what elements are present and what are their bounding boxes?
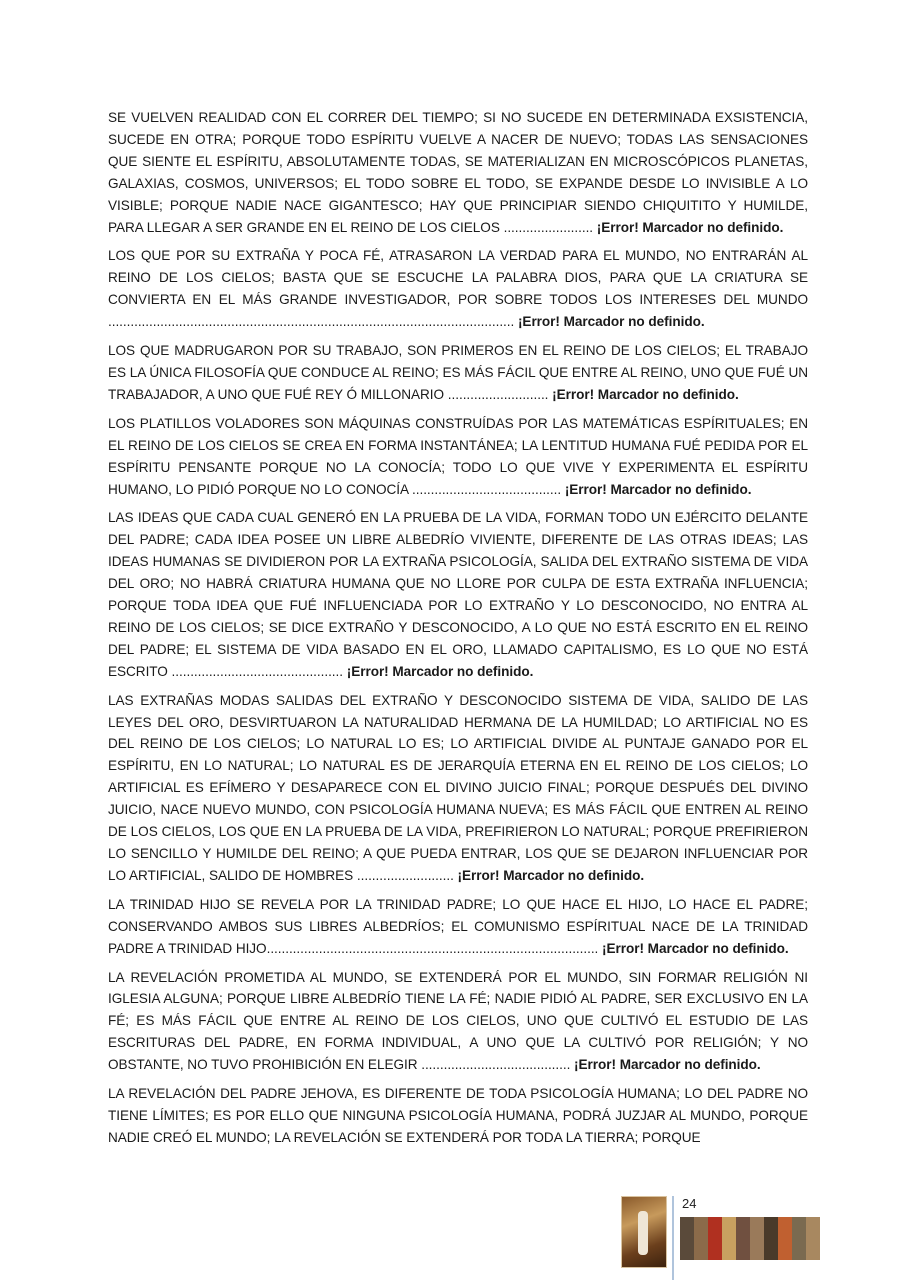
footer-image-strip	[680, 1217, 820, 1260]
footer-strip-tile	[736, 1217, 750, 1260]
footer-strip-tile	[778, 1217, 792, 1260]
entry-text: LA TRINIDAD HIJO SE REVELA POR LA TRINIDAD PADRE; LO QUE HACE EL HIJO, LO HACE EL PADRE; CONSERVANDO AMBOS SUS LIBRES ALBEDRÍOS; EL COMUNISMO ESPÍRITUAL NACE DE LA TRINIDAD PADRE A TRINIDAD HIJO	[108, 896, 808, 956]
entry-text: LOS PLATILLOS VOLADORES SON MÁQUINAS CONSTRUÍDAS POR LAS MATEMÁTICAS ESPÍRITUALES; EN EL REINO DE LOS CIELOS SE CREA EN FORMA INSTANTÁNEA; LA LENTITUD HUMANA FUÉ PEDIDA POR EL ESPÍRITU PENSANTE PORQUE NO LA CONOCÍA; TODO LO QUE VIVE Y EXPERIMENTA EL ESPÍRITU HUMANO, LO PIDIÓ PORQUE NO LO CONOCÍA	[108, 415, 808, 497]
document-body	[108, 107, 808, 1149]
entry-text: LAS EXTRAÑAS MODAS SALIDAS DEL EXTRAÑO Y DESCONOCIDO SISTEMA DE VIDA, SALIDO DE LAS LEYES DEL ORO, DESVIRTUARON LA NATURALIDAD HERMANA DE LA HUMILDAD; LO ARTIFICIAL NO ES DEL REINO DE LOS CIELOS; LO NATURAL LO ES; LO ARTIFICIAL DIVIDE AL PUNTAJE GANADO POR EL ESPÍRITU, EN LO NATURAL; LO NATURAL ES DE JERARQUÍA ETERNA EN EL REINO DE LOS CIELOS; LO ARTIFICIAL ES EFÍMERO Y DESAPARECE CON EL DIVINO JUICIO FINAL; PORQUE DESPUÉS DEL DIVINO JUICIO, NACE NUEVO MUNDO, CON PSICOLOGÍA HUMANA NUEVA; ES MÁS FÁCIL QUE ENTREN AL REINO DE LOS CIELOS, LOS QUE EN LA PRUEBA DE LA VIDA, PREFIRIERON LO NATURAL; PORQUE PREFIRIERON LO SENCILLO Y HUMILDE DEL REINO; A QUE PUEDA ENTRAR, LOS QUE SE DEJARON INFLUENCIAR POR LO ARTIFICIAL, SALIDO DE HOMBRES	[108, 692, 808, 883]
entry-text: SE VUELVEN REALIDAD CON EL CORRER DEL TIEMPO; SI NO SUCEDE EN DETERMINADA EXSISTENCIA, SUCEDE EN OTRA; PORQUE TODO ESPÍRITU VUELVE A NACER DE NUEVO; TODAS LAS SENSACIONES QUE SIENTE EL ESPÍRITU, ABSOLUTAMENTE TODAS, SE MATERIALIZAN EN MICROSCÓPICOS PLANETAS, GALAXIAS, COSMOS, UNIVERSOS; EL TODO SOBRE EL TODO, SE EXPANDE DESDE LO INVISIBLE A LO VISIBLE; PORQUE NADIE NACE GIGANTESCO; HAY QUE PRINCIPIAR SIENDO CHIQUITITO Y HUMILDE, PARA LLEGAR A SER GRANDE EN EL REINO DE LOS CIELOS	[108, 110, 808, 235]
index-entry-9	[108, 1083, 808, 1149]
index-entry-4	[108, 413, 808, 501]
footer-strip-tile	[764, 1217, 778, 1260]
bookmark-error: ¡Error! Marcador no definido.	[564, 481, 752, 497]
index-entry-2	[108, 245, 808, 333]
index-entry-3	[108, 340, 808, 406]
footer-strip-tile	[722, 1217, 736, 1260]
bookmark-error: ¡Error! Marcador no definido.	[596, 219, 784, 235]
entry-text: LAS IDEAS QUE CADA CUAL GENERÓ EN LA PRUEBA DE LA VIDA, FORMAN TODO UN EJÉRCITO DELANTE DEL PADRE; CADA IDEA POSEE UN LIBRE ALBEDRÍO VIVIENTE, DIFERENTE DE LAS OTRAS IDEAS; LAS IDEAS HUMANAS SE DIVIDIERON POR LA EXTRAÑA PSICOLOGÍA, SALIDA DEL EXTRAÑO SISTEMA DE VIDA DEL ORO; NO HABRÁ CRIATURA HUMANA QUE NO LLORE POR CULPA DE ESTA EXTRAÑA INFLUENCIA; PORQUE TODA IDEA QUE FUÉ INFLUENCIADA POR LO EXTRAÑO Y LO DESCONOCIDO, NO ENTRA AL REINO DE LOS CIELOS; SE DICE EXTRAÑO Y DESCONOCIDO, A LO QUE NO ESTÁ ESCRITO EN EL REINO DEL PADRE; EL SISTEMA DE VIDA BASADO EN EL ORO, LLAMADO CAPITALISMO, ES LO QUE NO ESTÁ ESCRITO	[108, 510, 808, 679]
page-number: 24	[682, 1196, 697, 1211]
footer-strip-tile	[792, 1217, 806, 1260]
index-entry-5	[108, 507, 808, 682]
footer-divider	[672, 1196, 674, 1280]
leader-dots: ........................................	[417, 1057, 575, 1073]
index-entry-8	[108, 967, 808, 1077]
index-entry-1	[108, 107, 808, 238]
footer-strip-tile	[750, 1217, 764, 1260]
leader-dots: ...........................	[444, 386, 553, 402]
leader-dots: ........................................	[408, 481, 565, 497]
leader-dots: .........................................................................................	[266, 940, 603, 956]
leader-dots: ..........................	[353, 867, 458, 883]
entry-text: LA REVELACIÓN PROMETIDA AL MUNDO, SE EXTENDERÁ POR EL MUNDO, SIN FORMAR RELIGIÓN NI IGLESIA ALGUNA; PORQUE LIBRE ALBEDRÍO TIENE LA FÉ; NADIE PIDIÓ AL PADRE, SER EXCLUSIVO EN LA FÉ; ES MÁS FÁCIL QUE ENTRE AL REINO DE LOS CIELOS, UNO QUE CULTIVÓ EL ESTUDIO DE LAS ESCRITURAS DEL PADRE, EN FORMA INDIVIDUAL, A UNO QUE LA CULTIVÓ POR RELIGIÓN; Y NO OBSTANTE, NO TUVO PROHIBICIÓN EN ELEGIR	[108, 969, 808, 1073]
entry-text: LA REVELACIÓN DEL PADRE JEHOVA, ES DIFERENTE DE TODA PSICOLOGÍA HUMANA; LO DEL PADRE NO TIENE LÍMITES; ES POR ELLO QUE NINGUNA PSICOLOGÍA HUMANA, PODRÁ JUZJAR AL MUNDO, PORQUE NADIE CREÓ EL MUNDO; LA REVELACIÓN SE EXTENDERÁ POR TODA LA TIERRA; PORQUE	[108, 1086, 808, 1145]
footer-strip-tile	[806, 1217, 820, 1260]
bookmark-error: ¡Error! Marcador no definido.	[552, 386, 739, 402]
entry-text: LOS QUE POR SU EXTRAÑA Y POCA FÉ, ATRASARON LA VERDAD PARA EL MUNDO, NO ENTRARÁN AL REINO DE LOS CIELOS; BASTA QUE SE ESCUCHE LA PALABRA DIOS, PARA QUE LA CRIATURA SE CONVIERTA EN EL MÁS GRANDE INVESTIGADOR, POR SOBRE TODOS LOS INTERESES DEL MUNDO	[108, 248, 808, 308]
index-entry-6	[108, 690, 808, 887]
bookmark-error: ¡Error! Marcador no definido.	[457, 867, 645, 883]
entry-text: LOS QUE MADRUGARON POR SU TRABAJO, SON PRIMEROS EN EL REINO DE LOS CIELOS; EL TRABAJO ES LA ÚNICA FILOSOFÍA QUE CONDUCE AL REINO; ES MÁS FÁCIL QUE ENTRE AL REINO, UNO QUE FUÉ UN TRABAJADOR, A UNO QUE FUÉ REY Ó MILLONARIO	[108, 343, 808, 402]
index-entry-7	[108, 894, 808, 960]
footer-strip-tile	[708, 1217, 722, 1260]
bookmark-error: ¡Error! Marcador no definido.	[517, 314, 705, 330]
leader-dots: ........................	[499, 219, 597, 235]
bookmark-error: ¡Error! Marcador no definido.	[574, 1057, 761, 1073]
footer-strip-tile	[694, 1217, 708, 1260]
footer-figure-image	[621, 1196, 667, 1268]
bookmark-error: ¡Error! Marcador no definido.	[346, 663, 534, 679]
bookmark-error: ¡Error! Marcador no definido.	[602, 940, 789, 956]
leader-dots: .............................................................................................................	[108, 314, 518, 330]
footer-strip-tile	[680, 1217, 694, 1260]
leader-dots: ..............................................	[167, 663, 347, 679]
